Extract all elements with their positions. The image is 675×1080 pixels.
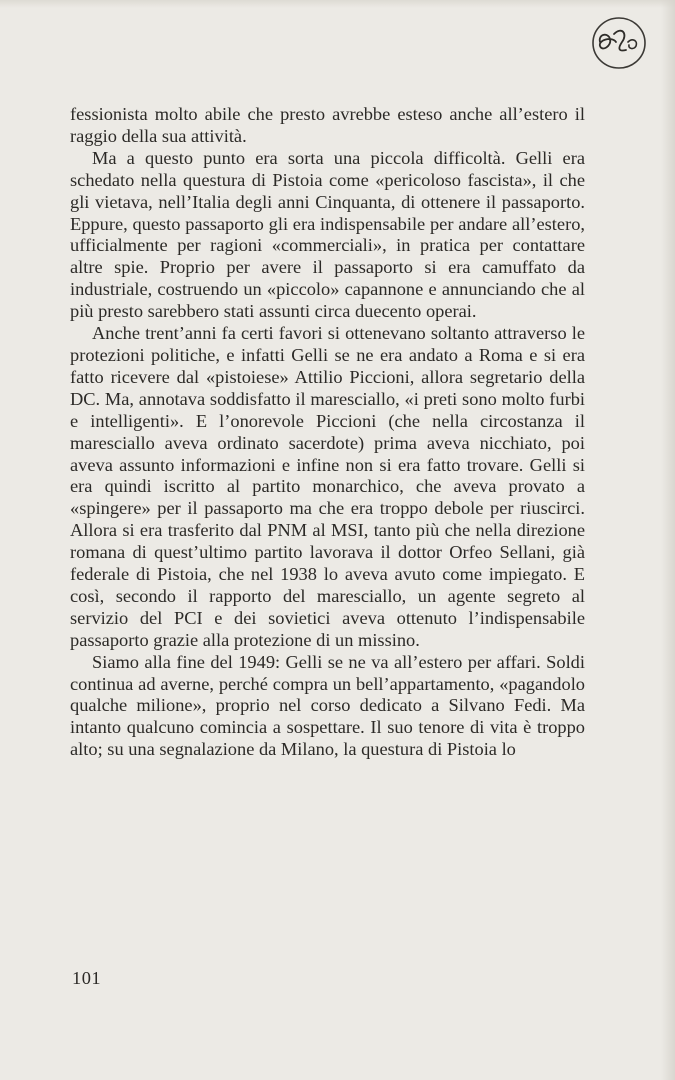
paragraph-2: Ma a questo punto era sorta una piccola difficoltà. Gelli era schedato nella questura di Pistoia come «pericoloso fascista», il che gli vietava, nell’Italia degli anni Cinquanta, di ottenere il passaporto. Eppure, questo passaporto gli era indispensabile per andare all’estero, ufficialmente per ragioni «commerciali», in pratica per contattare altre spie. Proprio per avere il passaporto si era camuffato da industriale, costruendo un «piccolo» capannone e annunciando che al più presto sarebbero stati assunti circa duecento operai. — [70, 147, 585, 322]
page-number: 101 — [72, 968, 102, 988]
page-top-shadow — [0, 0, 675, 8]
page-right-shadow — [661, 0, 675, 1080]
paragraph-1: fessionista molto abile che presto avrebbe esteso anche all’estero il raggio della sua attività. — [70, 104, 585, 146]
handwritten-folio-annotation — [588, 12, 650, 74]
body-text — [70, 104, 585, 761]
paragraph-4: Siamo alla fine del 1949: Gelli se ne va all’estero per affari. Soldi continua ad averne, perché compra un bell’appartamento, «pagandolo qualche milione», proprio nel corso dedicato a Silvano Fedi. Ma intanto qualcuno comincia a sospettare. Il suo tenore di vita è troppo alto; su una segnalazione da Milano, la questura di Pistoia lo — [70, 651, 585, 760]
paragraph-3: Anche trent’anni fa certi favori si ottenevano soltanto attraverso le protezioni politiche, e infatti Gelli se ne era andato a Roma e si era fatto ricevere dal «pistoiese» Attilio Piccioni, allora segretario della DC. Ma, annotava soddisfatto il maresciallo, «i preti sono molto furbi e intelligenti». E l’onorevole Piccioni (che nella circostanza il maresciallo aveva ordinato sacerdote) prima aveva nicchiato, poi aveva assunto informazioni e infine non si era fatto trovare. Gelli si era quindi iscritto al partito monarchico, che aveva provato a «spingere» per il passaporto ma che era troppo debole per riuscirci. Allora si era trasferito dal PNM al MSI, tanto più che nella direzione romana di quest’ultimo partito lavorava il dottor Orfeo Sellani, già federale di Pistoia, che nel 1938 lo aveva avuto come impiegato. E così, secondo il rapporto del maresciallo, un agente segreto al servizio del PCI e dei sovietici aveva ottenuto l’indispensabile passaporto grazie alla protezione di un missino. — [70, 323, 585, 650]
